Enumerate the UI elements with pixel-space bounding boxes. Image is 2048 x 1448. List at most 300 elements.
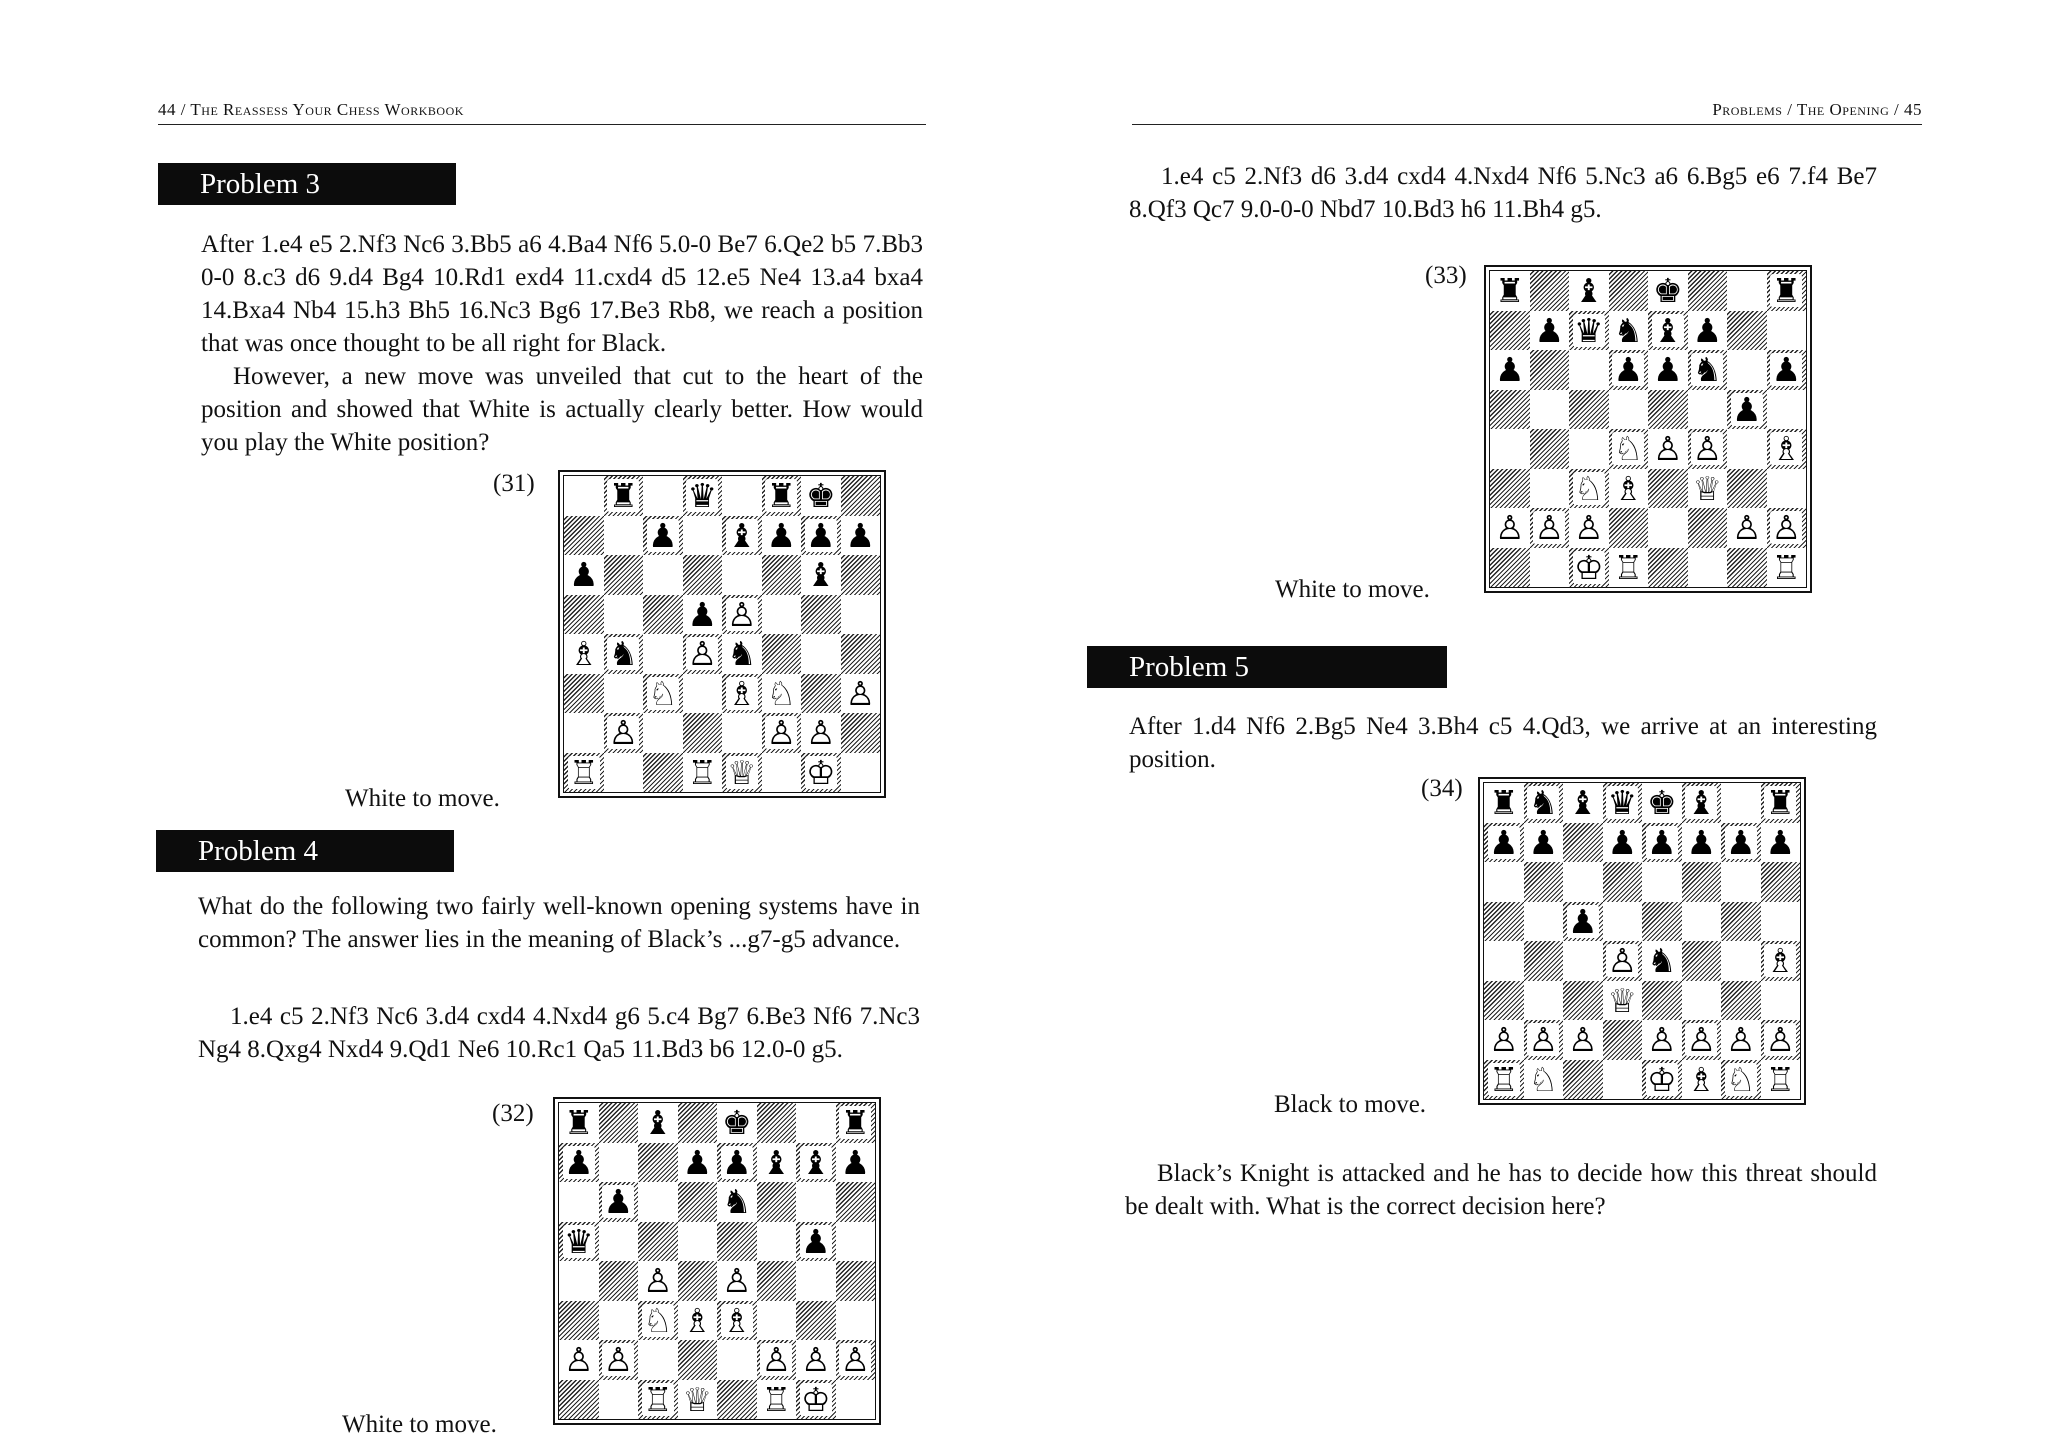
square-h5 [1767,390,1807,430]
square-d3 [1609,469,1649,509]
square-f4 [762,634,802,674]
board-grid [1483,782,1801,1100]
black-pawn-icon: ♟ [1607,822,1638,862]
square-h1 [1761,1060,1801,1100]
black-bishop-icon: ♝ [800,1142,831,1182]
square-g8 [1727,271,1767,311]
board-grid [563,475,881,793]
square-e6 [1642,862,1682,902]
square-f5 [762,595,802,635]
white-pawn-icon: ♙ [766,713,797,753]
square-h2 [1761,1020,1801,1060]
square-h3 [1761,981,1801,1021]
square-g4 [796,1261,836,1301]
white-pawn-icon: ♙ [1771,508,1802,548]
square-f3 [757,1301,797,1341]
square-c6 [1563,862,1603,902]
black-knight-icon: ♞ [1646,941,1677,981]
square-a8 [1484,783,1524,823]
square-a1 [1490,548,1530,588]
square-a3 [564,674,604,714]
square-a4 [1490,429,1530,469]
square-e6 [1648,350,1688,390]
square-b7 [1530,311,1570,351]
square-f6 [1682,862,1722,902]
white-pawn-icon: ♙ [1725,1020,1756,1060]
problem-4-system-1: 1.e4 c5 2.Nf3 Nc6 3.d4 cxd4 4.Nxd4 g6 5.c4 Bg7 6.Be3 Nf6 7.Nc3 Ng4 8.Qxg4 Nxd4 9.Qd1 Ne6 10.Rc1 Qa5 11.Bd3 b6 12.0-0 g5. [198,1003,920,1063]
square-b7 [599,1143,639,1183]
square-c6 [643,555,683,595]
square-a6 [1490,350,1530,390]
square-d6 [1609,350,1649,390]
square-e7 [722,516,762,556]
square-b8 [599,1103,639,1143]
square-d8 [1603,783,1643,823]
white-pawn-icon: ♙ [845,673,876,713]
square-g3 [801,674,841,714]
square-c1 [1569,548,1609,588]
black-rook-icon: ♜ [608,476,639,516]
square-g7 [796,1143,836,1183]
square-d6 [678,1182,718,1222]
square-b6 [599,1182,639,1222]
square-h2 [1767,508,1807,548]
white-pawn-icon: ♙ [840,1340,871,1380]
square-h4 [841,634,881,674]
square-f8 [762,476,802,516]
square-e8 [722,476,762,516]
square-a3 [1490,469,1530,509]
square-b4 [1530,429,1570,469]
black-pawn-icon: ♟ [1725,822,1756,862]
square-a1 [564,753,604,793]
problem-3-question: However, a new move was unveiled that cut to the heart of the position and showed that White is actually clearly better. How would you play the White position? [201,363,923,456]
white-pawn-icon: ♙ [800,1340,831,1380]
square-e2 [1648,508,1688,548]
square-b6 [604,555,644,595]
white-bishop-icon: ♗ [721,1300,752,1340]
square-d7 [1609,311,1649,351]
white-knight-icon: ♘ [1528,1059,1559,1099]
square-f5 [1682,902,1722,942]
square-h4 [836,1261,876,1301]
white-queen-icon: ♕ [1692,468,1723,508]
black-rook-icon: ♜ [1488,783,1519,823]
square-d5 [678,1222,718,1262]
square-c1 [1563,1060,1603,1100]
square-f7 [757,1143,797,1183]
black-bishop-icon: ♝ [1652,310,1683,350]
square-f7 [1682,823,1722,863]
black-pawn-icon: ♟ [766,515,797,555]
white-pawn-icon: ♙ [1652,429,1683,469]
black-knight-icon: ♞ [726,634,757,674]
square-f7 [762,516,802,556]
running-head-right: Problems / The Opening / 45 [1132,100,1922,125]
diagram-32-to-move: White to move. [342,1411,497,1438]
square-e4 [1642,941,1682,981]
white-pawn-icon: ♙ [1607,941,1638,981]
square-h4 [1767,429,1807,469]
black-queen-icon: ♛ [563,1221,594,1261]
square-g3 [1721,981,1761,1021]
problem-5-banner: Problem 5 [1087,646,1447,688]
white-pawn-icon: ♙ [1731,508,1762,548]
square-c1 [643,753,683,793]
black-pawn-icon: ♟ [800,1221,831,1261]
square-h3 [841,674,881,714]
square-h6 [1761,862,1801,902]
black-pawn-icon: ♟ [563,1142,594,1182]
square-b3 [1524,981,1564,1021]
square-f1 [762,753,802,793]
square-g4 [1727,429,1767,469]
white-pawn-icon: ♙ [563,1340,594,1380]
square-c4 [1563,941,1603,981]
square-f4 [1688,429,1728,469]
square-b4 [599,1261,639,1301]
square-c7 [643,516,683,556]
square-d8 [678,1103,718,1143]
square-b2 [1524,1020,1564,1060]
black-bishop-icon: ♝ [1567,783,1598,823]
square-g8 [1721,783,1761,823]
black-pawn-icon: ♟ [687,594,718,634]
square-f2 [762,713,802,753]
black-king-icon: ♚ [721,1103,752,1143]
black-rook-icon: ♜ [563,1103,594,1143]
black-pawn-icon: ♟ [840,1142,871,1182]
square-a7 [1490,311,1530,351]
problem-3-banner: Problem 3 [158,163,456,205]
square-b7 [1524,823,1564,863]
square-e1 [722,753,762,793]
black-queen-icon: ♛ [1607,783,1638,823]
black-rook-icon: ♜ [1765,783,1796,823]
square-e3 [1642,981,1682,1021]
square-c7 [638,1143,678,1183]
white-pawn-icon: ♙ [805,713,836,753]
white-rook-icon: ♖ [1771,547,1802,587]
square-a5 [559,1222,599,1262]
running-head-left: 44 / The Reassess Your Chess Workbook [158,100,926,125]
white-pawn-icon: ♙ [1573,508,1604,548]
black-pawn-icon: ♟ [1731,389,1762,429]
black-knight-icon: ♞ [608,634,639,674]
square-c4 [643,634,683,674]
white-pawn-icon: ♙ [603,1340,634,1380]
square-c8 [643,476,683,516]
square-h6 [841,555,881,595]
square-e5 [1648,390,1688,430]
square-f6 [762,555,802,595]
square-c6 [1569,350,1609,390]
square-d5 [683,595,723,635]
black-pawn-icon: ♟ [568,555,599,595]
square-g2 [1721,1020,1761,1060]
square-a4 [564,634,604,674]
square-h5 [1761,902,1801,942]
white-bishop-icon: ♗ [1771,429,1802,469]
square-f5 [1688,390,1728,430]
square-b8 [1524,783,1564,823]
square-h1 [836,1380,876,1420]
white-rook-icon: ♖ [761,1379,792,1419]
problem-4-question: What do the following two fairly well-known opening systems have in common? The answer lies in the meaning of Black’s ...g7-g5 advance. [198,893,920,953]
square-g5 [801,595,841,635]
square-c7 [1563,823,1603,863]
square-b3 [1530,469,1570,509]
white-pawn-icon: ♙ [1494,508,1525,548]
square-g1 [1727,548,1767,588]
square-e3 [717,1301,757,1341]
square-g6 [1727,350,1767,390]
white-pawn-icon: ♙ [1567,1020,1598,1060]
square-a4 [559,1261,599,1301]
square-g3 [1727,469,1767,509]
black-pawn-icon: ♟ [1765,822,1796,862]
square-h7 [1767,311,1807,351]
square-g7 [1721,823,1761,863]
black-rook-icon: ♜ [1771,271,1802,311]
square-c6 [638,1182,678,1222]
black-bishop-icon: ♝ [726,515,757,555]
square-f2 [757,1340,797,1380]
problem-5-moves: After 1.d4 Nf6 2.Bg5 Ne4 3.Bh4 c5 4.Qd3, we arrive at an interesting position. [1129,713,1877,773]
square-e7 [1648,311,1688,351]
black-king-icon: ♚ [1652,271,1683,311]
square-g6 [801,555,841,595]
white-bishop-icon: ♗ [726,673,757,713]
square-d7 [1603,823,1643,863]
chess-diagram-32 [553,1097,881,1425]
square-b5 [604,595,644,635]
square-b8 [1530,271,1570,311]
square-c2 [1563,1020,1603,1060]
black-pawn-icon: ♟ [682,1142,713,1182]
square-e2 [1642,1020,1682,1060]
square-g5 [1721,902,1761,942]
square-a7 [564,516,604,556]
white-pawn-icon: ♙ [608,713,639,753]
square-e2 [717,1340,757,1380]
chess-diagram-33 [1484,265,1812,593]
square-g5 [796,1222,836,1262]
square-a6 [559,1182,599,1222]
square-h8 [841,476,881,516]
square-f5 [757,1222,797,1262]
square-h4 [1761,941,1801,981]
white-pawn-icon: ♙ [1528,1020,1559,1060]
square-d2 [1609,508,1649,548]
square-b6 [1530,350,1570,390]
square-e6 [722,555,762,595]
black-pawn-icon: ♟ [1488,822,1519,862]
square-g2 [801,713,841,753]
white-king-icon: ♔ [1573,547,1604,587]
square-e5 [717,1222,757,1262]
square-a2 [564,713,604,753]
square-d8 [1609,271,1649,311]
square-h1 [1767,548,1807,588]
square-g2 [1727,508,1767,548]
white-queen-icon: ♕ [726,752,757,792]
square-e6 [717,1182,757,1222]
white-rook-icon: ♖ [1488,1059,1519,1099]
square-f6 [1688,350,1728,390]
black-queen-icon: ♛ [1573,310,1604,350]
square-b5 [1524,902,1564,942]
square-c8 [1563,783,1603,823]
square-e1 [1642,1060,1682,1100]
diagram-32-label: (32) [492,1100,534,1127]
problem-4-banner: Problem 4 [156,830,454,872]
square-d4 [683,634,723,674]
black-pawn-icon: ♟ [1686,822,1717,862]
square-b4 [1524,941,1564,981]
white-knight-icon: ♘ [766,673,797,713]
black-pawn-icon: ♟ [805,515,836,555]
square-a8 [559,1103,599,1143]
square-a8 [1490,271,1530,311]
square-d3 [678,1301,718,1341]
square-d1 [683,753,723,793]
square-d5 [1603,902,1643,942]
square-f8 [757,1103,797,1143]
black-rook-icon: ♜ [766,476,797,516]
black-bishop-icon: ♝ [1686,783,1717,823]
square-d4 [678,1261,718,1301]
square-a5 [1490,390,1530,430]
square-e3 [722,674,762,714]
square-a4 [1484,941,1524,981]
square-h6 [1767,350,1807,390]
square-e5 [1642,902,1682,942]
square-f1 [1688,548,1728,588]
square-c1 [638,1380,678,1420]
black-rook-icon: ♜ [840,1103,871,1143]
square-f1 [1682,1060,1722,1100]
square-f2 [1688,508,1728,548]
square-d1 [1609,548,1649,588]
problem-3-moves: After 1.e4 e5 2.Nf3 Nc6 3.Bb5 a6 4.Ba4 Nf6 5.0-0 Be7 6.Qe2 b5 7.Bb3 0-0 8.c3 d6 9.d4 Bg4 10.Rd1 exd4 11.cxd4 d5 12.e5 Ne4 13.a4 bxa4 14.Bxa4 Nb4 15.h3 Bh5 16.Nc3 Bg6 17.Be3 Rb8, we reach a position that was once thought to be all right for Black. [201,231,923,357]
square-d7 [678,1143,718,1183]
square-h8 [1761,783,1801,823]
square-a8 [564,476,604,516]
square-h2 [836,1340,876,1380]
square-a2 [1484,1020,1524,1060]
square-a1 [559,1380,599,1420]
square-b1 [604,753,644,793]
black-king-icon: ♚ [1646,783,1677,823]
black-pawn-icon: ♟ [1646,822,1677,862]
square-h5 [841,595,881,635]
square-f4 [1682,941,1722,981]
square-d4 [1609,429,1649,469]
square-h5 [836,1222,876,1262]
white-bishop-icon: ♗ [568,634,599,674]
black-pawn-icon: ♟ [1494,350,1525,390]
black-pawn-icon: ♟ [1692,310,1723,350]
square-e4 [722,634,762,674]
square-f8 [1682,783,1722,823]
square-c3 [643,674,683,714]
square-g6 [796,1182,836,1222]
square-b4 [604,634,644,674]
square-g3 [796,1301,836,1341]
white-pawn-icon: ♙ [761,1340,792,1380]
black-bishop-icon: ♝ [1573,271,1604,311]
square-f3 [762,674,802,714]
right-page [1024,0,2048,1448]
square-d7 [683,516,723,556]
square-g1 [1721,1060,1761,1100]
square-g5 [1727,390,1767,430]
square-c2 [1569,508,1609,548]
square-d8 [683,476,723,516]
white-rook-icon: ♖ [568,752,599,792]
square-a6 [564,555,604,595]
square-a3 [1484,981,1524,1021]
square-c5 [643,595,683,635]
square-a2 [1490,508,1530,548]
square-d6 [1603,862,1643,902]
diagram-31-to-move: White to move. [345,785,500,812]
white-pawn-icon: ♙ [1646,1020,1677,1060]
square-c4 [638,1261,678,1301]
square-b6 [1524,862,1564,902]
square-e4 [717,1261,757,1301]
white-pawn-icon: ♙ [1686,1020,1717,1060]
white-pawn-icon: ♙ [721,1261,752,1301]
square-e1 [1648,548,1688,588]
square-f3 [1688,469,1728,509]
white-pawn-icon: ♙ [1692,429,1723,469]
white-pawn-icon: ♙ [726,594,757,634]
square-d6 [683,555,723,595]
white-rook-icon: ♖ [1765,1059,1796,1099]
square-c2 [638,1340,678,1380]
square-c3 [1569,469,1609,509]
black-bishop-icon: ♝ [642,1103,673,1143]
square-c5 [1563,902,1603,942]
square-g4 [801,634,841,674]
square-f7 [1688,311,1728,351]
square-d4 [1603,941,1643,981]
square-d1 [678,1380,718,1420]
black-bishop-icon: ♝ [805,555,836,595]
square-b2 [599,1340,639,1380]
square-g1 [801,753,841,793]
square-d2 [678,1340,718,1380]
diagram-33-label: (33) [1425,262,1467,289]
square-h1 [841,753,881,793]
square-c4 [1569,429,1609,469]
square-h2 [841,713,881,753]
black-knight-icon: ♞ [721,1182,752,1222]
square-h8 [1767,271,1807,311]
square-g8 [801,476,841,516]
square-g1 [796,1380,836,1420]
square-h7 [841,516,881,556]
square-e8 [717,1103,757,1143]
square-b8 [604,476,644,516]
white-queen-icon: ♕ [682,1379,713,1419]
square-b3 [604,674,644,714]
black-knight-icon: ♞ [1528,783,1559,823]
square-f1 [757,1380,797,1420]
square-b2 [1530,508,1570,548]
